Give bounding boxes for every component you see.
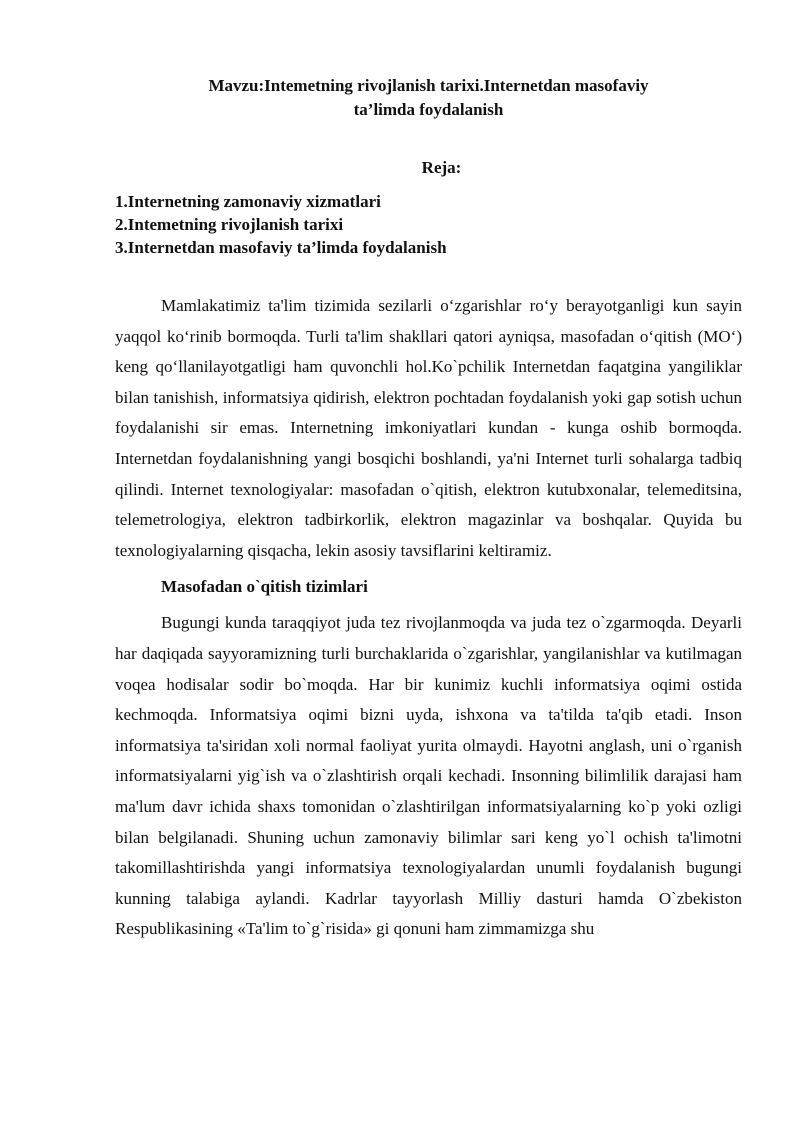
- section-subheading: Masofadan o`qitish tizimlari: [161, 577, 368, 597]
- title-line-1: Mavzu:Intemetning rivojlanish tarixi.Internetdan masofaviy: [208, 76, 649, 95]
- plan-list: [115, 190, 742, 259]
- plan-item: 1.Internetning zamonaviy xizmatlari: [115, 192, 381, 211]
- document-page: [115, 74, 742, 945]
- document-title: [115, 74, 742, 122]
- title-line-2: ta’limda foydalanish: [353, 100, 504, 119]
- body-paragraph-1: Mamlakatimiz ta'lim tizimida sezilarli o‘zgarishlar ro‘y berayotganligi kun sayin yaqqol ko‘rinib bormoqda. Turli ta'lim shakllari qatori ayniqsa, masofadan o‘qitish (MO‘) keng qo‘llanilayotgatligi ham quvonchli hol.Ko`pchilik Internetdan faqatgina yangiliklar bilan tanishish, informatsiya qidirish, elektron pochtadan foydalanish yoki gap sotish uchun foydalanishi sir emas. Internetning imkoniyatlari kundan - kunga oshib bormoqda. Internetdan foydalanishning yangi bosqichi boshlandi, ya'ni Internet turli sohalarga tadbiq qilindi. Internet texnologiyalar: masofadan o`qitish, elektron kutubxonalar, telemeditsina, telemetrologiya, elektron tadbirkorlik, elektron magazinlar va boshqalar. Quyida bu texnologiyalarning qisqacha, lekin asosiy tavsiflarini keltiramiz.: [115, 296, 742, 560]
- plan-item: 3.Internetdan masofaviy ta’limda foydalanish: [115, 238, 447, 257]
- plan-item: 2.Intemetning rivojlanish tarixi: [115, 215, 344, 234]
- plan-heading: Reja:: [421, 158, 462, 177]
- body-paragraph-2: Bugungi kunda taraqqiyot juda tez rivojlanmoqda va juda tez o`zgarmoqda. Deyarli har daqiqada sayyoramizning turli burchaklarida o`zgarishlar, yangilanishlar va kutilmagan voqea hodisalar sodir bo`moqda. Har bir kunimiz kuchli informatsiya oqimi ostida kechmoqda. Informatsiya oqimi bizni uyda, ishxona va ta'tilda ta'qib etadi. Inson informatsiya ta'siridan xoli normal faoliyat yurita olmaydi. Hayotni anglash, uni o`rganish informatsiyalarni yig`ish va o`zlashtirish orqali kechadi. Insonning bilimlilik darajasi ham ma'lum davr ichida shaxs tomonidan o`zlashtirilgan informatsiyalarning ko`p yoki ozligi bilan belgilanadi. Shuning uchun zamonaviy bilimlar sari keng yo`l ochish ta'limotni takomillashtirishda yangi informatsiya texnologiyalardan unumli foydalanish bugungi kunning talabiga aylandi. Kadrlar tayyorlash Milliy dasturi hamda O`zbekiston Respublikasining «Ta'lim to`g`risida» gi qonuni ham zimmamizga shu: [115, 613, 742, 939]
